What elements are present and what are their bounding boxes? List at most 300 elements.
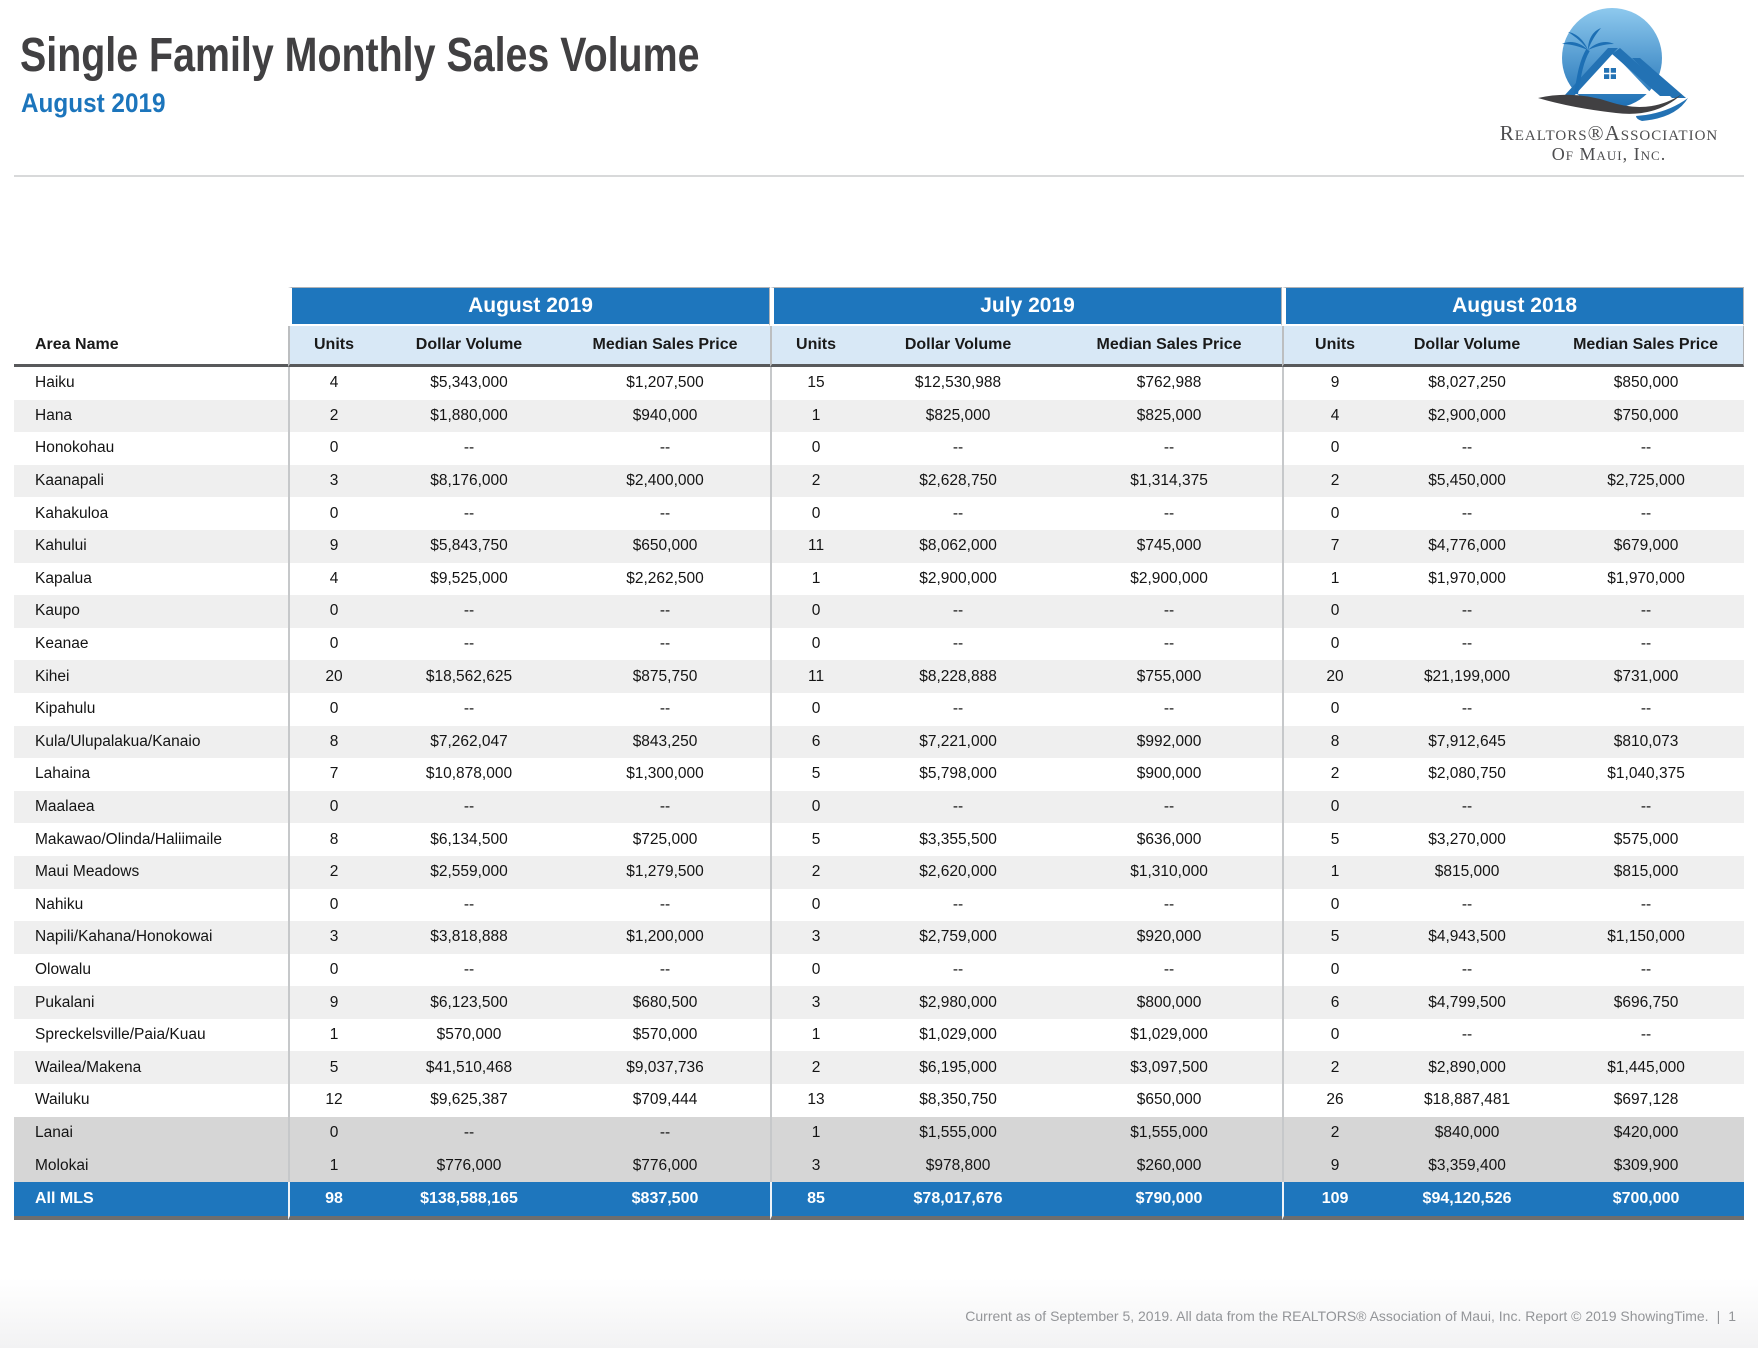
units-cell: 2 <box>1282 1051 1386 1084</box>
median-price-cell: $9,037,736 <box>560 1051 770 1084</box>
median-price-cell: -- <box>1163 504 1175 522</box>
table-row <box>14 823 1744 856</box>
units-cell: 3 <box>288 465 378 498</box>
dollar-volume-cell: $1,970,000 <box>1428 569 1506 587</box>
units-cell: 4 <box>288 563 378 596</box>
median-price-cell: $1,310,000 <box>1056 856 1282 889</box>
median-price-cell: $1,555,000 <box>1056 1117 1282 1150</box>
dollar-volume-cell: -- <box>463 700 475 718</box>
dollar-volume-cell: -- <box>952 895 964 913</box>
page-number: 1 <box>1728 1308 1736 1324</box>
median-price-cell: $2,262,500 <box>626 569 704 587</box>
median-price-cell: $1,300,000 <box>626 765 704 783</box>
footer <box>965 1308 1736 1324</box>
table-row <box>14 563 1744 596</box>
median-price-cell: -- <box>659 504 671 522</box>
dollar-volume-cell: -- <box>1386 595 1548 628</box>
median-price-cell: $800,000 <box>1056 986 1282 1019</box>
units-cell: 8 <box>288 726 378 759</box>
median-price-cell: $2,400,000 <box>560 465 770 498</box>
table-row <box>14 856 1744 889</box>
dollar-volume-cell: $7,262,047 <box>378 726 560 759</box>
dollar-volume-cell: $5,450,000 <box>1386 465 1548 498</box>
table-row <box>14 660 1744 693</box>
dollar-volume-cell: $7,912,645 <box>1386 726 1548 759</box>
units-cell: 2 <box>1282 465 1386 498</box>
median-price-cell: $992,000 <box>1056 726 1282 759</box>
dollar-volume-cell: $8,027,250 <box>1428 374 1506 392</box>
median-price-cell: $810,073 <box>1548 726 1744 759</box>
area-name-cell: Lanai <box>14 1117 288 1150</box>
units-cell: 5 <box>1282 823 1386 856</box>
dollar-volume-cell: $9,525,000 <box>430 569 508 587</box>
median-price-cell: $1,200,000 <box>560 921 770 954</box>
median-price-cell: $750,000 <box>1548 400 1744 433</box>
footer-separator: | <box>1716 1308 1721 1324</box>
units-cell: 0 <box>288 791 378 824</box>
median-price-cell: -- <box>1640 960 1652 978</box>
area-name-cell: Hana <box>14 400 288 433</box>
units-cell: 2 <box>770 465 860 498</box>
units-cell: 1 <box>770 1019 860 1052</box>
dollar-volume-cell: -- <box>952 700 964 718</box>
dollar-volume-cell: -- <box>1461 1026 1473 1044</box>
area-name-cell: Kipahulu <box>35 700 96 718</box>
table-row <box>14 367 1744 400</box>
median-price-cell: $900,000 <box>1136 765 1202 783</box>
median-price-cell: -- <box>1640 504 1652 522</box>
units-cell: 13 <box>770 1084 860 1117</box>
units-cell: 0 <box>770 497 860 530</box>
realtors-association-logo <box>1478 6 1740 164</box>
dollar-volume-cell: $5,843,750 <box>378 530 560 563</box>
sales-table <box>14 287 1744 1220</box>
dollar-volume-cell: -- <box>1386 791 1548 824</box>
median-price-cell: -- <box>1163 635 1175 653</box>
area-name-cell: Kaanapali <box>14 465 288 498</box>
median-price-cell: -- <box>659 895 671 913</box>
dollar-volume-cell: $21,199,000 <box>1386 660 1548 693</box>
median-price-cell: $850,000 <box>1613 374 1679 392</box>
median-price-cell: $762,988 <box>1136 374 1202 392</box>
units-cell: 98 <box>288 1182 378 1220</box>
units-cell: 11 <box>770 530 860 563</box>
units-cell: 6 <box>1282 986 1386 1019</box>
dollar-volume-cell: $9,625,387 <box>430 1091 508 1109</box>
dollar-volume-cell: $2,890,000 <box>1386 1051 1548 1084</box>
dollar-volume-cell: $570,000 <box>436 1026 502 1044</box>
median-price-cell: $815,000 <box>1548 856 1744 889</box>
dollar-volume-cell: $1,555,000 <box>860 1117 1056 1150</box>
dollar-volume-cell: $7,221,000 <box>860 726 1056 759</box>
units-cell: 0 <box>770 954 860 987</box>
units-cell: 6 <box>770 726 860 759</box>
units-cell: 9 <box>288 986 378 1019</box>
dollar-volume-cell: -- <box>952 635 964 653</box>
table-row <box>14 400 1744 433</box>
area-name-cell: Keanae <box>35 635 89 653</box>
units-cell: 4 <box>288 367 378 400</box>
units-cell: 1 <box>288 1149 378 1182</box>
units-cell: 0 <box>770 595 860 628</box>
units-cell: 7 <box>1282 530 1386 563</box>
median-price-cell: $1,150,000 <box>1548 921 1744 954</box>
dollar-volume-cell: $6,134,500 <box>430 830 508 848</box>
dollar-volume-cell: $138,588,165 <box>378 1182 560 1220</box>
median-price-cell: -- <box>659 960 671 978</box>
dollar-volume-cell: $3,355,500 <box>919 830 997 848</box>
median-price-cell: -- <box>1163 895 1175 913</box>
units-cell: 15 <box>770 367 860 400</box>
median-sales-price-header: Median Sales Price <box>1056 326 1282 367</box>
median-price-cell: -- <box>1163 700 1175 718</box>
dollar-volume-cell: $5,343,000 <box>430 374 508 392</box>
area-name-cell: Nahiku <box>35 895 84 913</box>
units-cell: 26 <box>1282 1084 1386 1117</box>
units-cell: 2 <box>288 856 378 889</box>
area-name-cell: Kahakuloa <box>35 504 109 522</box>
area-name-cell: Kaupo <box>14 595 288 628</box>
table-row <box>14 954 1744 987</box>
dollar-volume-cell: $8,350,750 <box>919 1091 997 1109</box>
dollar-volume-cell: $2,559,000 <box>378 856 560 889</box>
table-row <box>14 889 1744 922</box>
dollar-volume-cell: $2,900,000 <box>1386 400 1548 433</box>
median-price-cell: $745,000 <box>1056 530 1282 563</box>
table-row <box>14 497 1744 530</box>
dollar-volume-cell: -- <box>1461 439 1473 457</box>
area-name-cell: Makawao/Olinda/Haliimaile <box>35 830 222 848</box>
units-cell: 0 <box>1282 595 1386 628</box>
area-name-cell: Spreckelsville/Paia/Kuau <box>35 1026 206 1044</box>
units-cell: 3 <box>770 986 860 1019</box>
table-row <box>14 1117 1744 1150</box>
units-cell: 4 <box>1282 400 1386 433</box>
area-name-cell: Wailuku <box>35 1091 90 1109</box>
area-name-cell: Pukalani <box>14 986 288 1019</box>
units-cell: 0 <box>1282 954 1386 987</box>
area-name-cell: Haiku <box>35 374 75 392</box>
page-subtitle: August 2019 <box>21 88 166 118</box>
units-cell: 0 <box>770 889 860 922</box>
dollar-volume-cell: $18,887,481 <box>1423 1091 1511 1109</box>
units-cell: 0 <box>288 628 378 661</box>
table-row <box>14 465 1744 498</box>
dollar-volume-cell: -- <box>1461 504 1473 522</box>
units-header: Units <box>288 326 378 367</box>
dollar-volume-cell: $41,510,468 <box>378 1051 560 1084</box>
median-price-cell: $1,314,375 <box>1056 465 1282 498</box>
median-price-cell: $755,000 <box>1056 660 1282 693</box>
units-cell: 20 <box>1282 660 1386 693</box>
units-header: Units <box>770 326 860 367</box>
dollar-volume-cell: $6,195,000 <box>860 1051 1056 1084</box>
median-price-cell: $1,040,375 <box>1607 765 1685 783</box>
footer-text: Current as of September 5, 2019. All data from the REALTORS® Association of Maui, Inc. Report © 2019 ShowingTime. <box>965 1308 1709 1324</box>
median-price-cell: $650,000 <box>560 530 770 563</box>
logo-org-name: Realtors®Association <box>1499 121 1719 145</box>
units-cell: 1 <box>770 563 860 596</box>
dollar-volume-cell: $840,000 <box>1386 1117 1548 1150</box>
median-price-cell: $725,000 <box>632 830 698 848</box>
median-price-cell: $650,000 <box>1136 1091 1202 1109</box>
median-sales-price-header: Median Sales Price <box>1548 326 1744 367</box>
dollar-volume-header: Dollar Volume <box>378 326 560 367</box>
dollar-volume-cell: $12,530,988 <box>914 374 1002 392</box>
dollar-volume-cell: $1,880,000 <box>378 400 560 433</box>
median-price-cell: -- <box>1640 700 1652 718</box>
dollar-volume-cell: -- <box>378 791 560 824</box>
area-name-cell: Napili/Kahana/Honokowai <box>14 921 288 954</box>
median-price-cell: -- <box>1548 791 1744 824</box>
median-price-cell: $3,097,500 <box>1056 1051 1282 1084</box>
units-cell: 0 <box>1282 889 1386 922</box>
units-cell: 0 <box>288 889 378 922</box>
dollar-volume-cell: -- <box>860 791 1056 824</box>
units-cell: 85 <box>770 1182 860 1220</box>
table-row <box>14 628 1744 661</box>
median-price-cell: $309,900 <box>1548 1149 1744 1182</box>
median-price-cell: $1,445,000 <box>1548 1051 1744 1084</box>
units-cell: 0 <box>288 595 378 628</box>
units-cell: 3 <box>770 1149 860 1182</box>
table-row <box>14 693 1744 726</box>
median-price-cell: $2,900,000 <box>1130 569 1208 587</box>
dollar-volume-cell: -- <box>463 635 475 653</box>
table-row <box>14 726 1744 759</box>
median-price-cell: $679,000 <box>1548 530 1744 563</box>
area-name-cell: Honokohau <box>35 439 115 457</box>
units-cell: 0 <box>288 954 378 987</box>
units-cell: 0 <box>1282 791 1386 824</box>
dollar-volume-cell: $1,029,000 <box>919 1026 997 1044</box>
units-cell: 0 <box>770 432 860 465</box>
units-cell: 5 <box>770 823 860 856</box>
units-cell: 0 <box>770 628 860 661</box>
median-price-cell: $2,725,000 <box>1548 465 1744 498</box>
median-price-cell: $790,000 <box>1056 1182 1282 1220</box>
median-price-cell: $875,750 <box>560 660 770 693</box>
median-price-cell: $420,000 <box>1548 1117 1744 1150</box>
dollar-volume-cell: $5,798,000 <box>919 765 997 783</box>
dollar-volume-cell: $8,176,000 <box>378 465 560 498</box>
dollar-volume-cell: -- <box>952 439 964 457</box>
units-cell: 0 <box>1282 497 1386 530</box>
median-price-cell: -- <box>659 700 671 718</box>
median-price-cell: $843,250 <box>560 726 770 759</box>
median-price-cell: -- <box>560 595 770 628</box>
area-name-header: Area Name <box>14 326 288 367</box>
units-cell: 11 <box>770 660 860 693</box>
dollar-volume-cell: $78,017,676 <box>860 1182 1056 1220</box>
dollar-volume-cell: $825,000 <box>860 400 1056 433</box>
units-cell: 2 <box>770 1051 860 1084</box>
table-body <box>14 367 1744 1182</box>
column-header-row <box>14 326 1744 367</box>
dollar-volume-cell: -- <box>378 1117 560 1150</box>
median-price-cell: $696,750 <box>1548 986 1744 1019</box>
units-cell: 5 <box>1282 921 1386 954</box>
total-label: All MLS <box>14 1182 288 1220</box>
dollar-volume-header: Dollar Volume <box>1386 326 1548 367</box>
area-name-cell: Wailea/Makena <box>14 1051 288 1084</box>
units-cell: 9 <box>288 530 378 563</box>
median-price-cell: $920,000 <box>1056 921 1282 954</box>
dollar-volume-cell: $3,270,000 <box>1428 830 1506 848</box>
table-row <box>14 758 1744 791</box>
area-name-cell: Lahaina <box>35 765 91 783</box>
dollar-volume-cell: -- <box>378 595 560 628</box>
dollar-volume-cell: -- <box>952 960 964 978</box>
median-price-cell: -- <box>1640 635 1652 653</box>
median-price-cell: -- <box>1056 791 1282 824</box>
median-price-cell: $570,000 <box>632 1026 698 1044</box>
units-cell: 0 <box>1282 432 1386 465</box>
median-price-cell: $731,000 <box>1548 660 1744 693</box>
dollar-volume-cell: $978,800 <box>860 1149 1056 1182</box>
median-sales-price-header: Median Sales Price <box>560 326 770 367</box>
table-row <box>14 986 1744 1019</box>
median-price-cell: $697,128 <box>1613 1091 1679 1109</box>
total-row <box>14 1182 1744 1220</box>
page-title: Single Family Monthly Sales Volume <box>20 29 700 82</box>
dollar-volume-cell: $815,000 <box>1386 856 1548 889</box>
median-price-cell: -- <box>1640 1026 1652 1044</box>
units-cell: 1 <box>1282 563 1386 596</box>
dollar-volume-cell: -- <box>1461 700 1473 718</box>
dollar-volume-cell: $3,359,400 <box>1386 1149 1548 1182</box>
dollar-volume-cell: $8,228,888 <box>860 660 1056 693</box>
dollar-volume-cell: $4,776,000 <box>1386 530 1548 563</box>
median-price-cell: -- <box>1640 895 1652 913</box>
dollar-volume-cell: -- <box>463 504 475 522</box>
units-cell: 0 <box>1282 693 1386 726</box>
units-cell: 8 <box>288 823 378 856</box>
median-price-cell: $837,500 <box>560 1182 770 1220</box>
units-cell: 9 <box>1282 367 1386 400</box>
median-price-cell: -- <box>659 439 671 457</box>
units-cell: 1 <box>770 1117 860 1150</box>
area-name-cell: Olowalu <box>35 960 91 978</box>
units-cell: 8 <box>1282 726 1386 759</box>
units-cell: 2 <box>770 856 860 889</box>
table-row <box>14 921 1744 954</box>
area-name-cell: Kula/Ulupalakua/Kanaio <box>14 726 288 759</box>
logo-org-name-line2: Of Maui, Inc. <box>1551 144 1667 164</box>
units-cell: 0 <box>770 693 860 726</box>
median-price-cell: $260,000 <box>1056 1149 1282 1182</box>
dollar-volume-cell: $10,878,000 <box>425 765 513 783</box>
units-header: Units <box>1282 326 1386 367</box>
dollar-volume-cell: $776,000 <box>378 1149 560 1182</box>
median-price-cell: $700,000 <box>1548 1182 1744 1220</box>
dollar-volume-header: Dollar Volume <box>860 326 1056 367</box>
dollar-volume-cell: $18,562,625 <box>378 660 560 693</box>
table-row <box>14 791 1744 824</box>
dollar-volume-cell: -- <box>1461 635 1473 653</box>
median-price-cell: -- <box>1640 439 1652 457</box>
units-cell: 2 <box>1282 1117 1386 1150</box>
units-cell: 20 <box>288 660 378 693</box>
dollar-volume-cell: $6,123,500 <box>378 986 560 1019</box>
group-header-aug2018: August 2018 <box>1282 287 1744 326</box>
table-row <box>14 432 1744 465</box>
area-name-cell: Kapalua <box>35 569 92 587</box>
median-price-cell: $1,207,500 <box>626 374 704 392</box>
median-price-cell: -- <box>1548 595 1744 628</box>
units-cell: 109 <box>1282 1182 1386 1220</box>
units-cell: 2 <box>1282 758 1386 791</box>
table-row <box>14 1084 1744 1117</box>
table-row <box>14 1149 1744 1182</box>
median-price-cell: -- <box>1163 960 1175 978</box>
units-cell: 3 <box>288 921 378 954</box>
dollar-volume-cell: $94,120,526 <box>1386 1182 1548 1220</box>
dollar-volume-cell: -- <box>463 895 475 913</box>
table-row <box>14 595 1744 628</box>
area-name-cell: Maui Meadows <box>14 856 288 889</box>
units-cell: 5 <box>770 758 860 791</box>
area-name-cell: Molokai <box>14 1149 288 1182</box>
logo-graphic-icon <box>1524 6 1694 122</box>
units-cell: 3 <box>770 921 860 954</box>
units-cell: 0 <box>288 497 378 530</box>
units-cell: 5 <box>288 1051 378 1084</box>
header-divider <box>14 175 1744 177</box>
median-price-cell: -- <box>659 635 671 653</box>
median-price-cell: -- <box>1163 439 1175 457</box>
median-price-cell: $636,000 <box>1136 830 1202 848</box>
dollar-volume-cell: $4,943,500 <box>1386 921 1548 954</box>
area-name-cell: Kahului <box>14 530 288 563</box>
units-cell: 0 <box>770 791 860 824</box>
median-price-cell: $709,444 <box>632 1091 698 1109</box>
median-price-cell: -- <box>1056 595 1282 628</box>
units-cell: 0 <box>288 693 378 726</box>
dollar-volume-cell: $2,080,750 <box>1428 765 1506 783</box>
median-price-cell: $1,279,500 <box>560 856 770 889</box>
dollar-volume-cell: -- <box>860 595 1056 628</box>
median-price-cell: $575,000 <box>1613 830 1679 848</box>
dollar-volume-cell: -- <box>463 960 475 978</box>
dollar-volume-cell: -- <box>1461 960 1473 978</box>
units-cell: 1 <box>770 400 860 433</box>
dollar-volume-cell: $2,980,000 <box>860 986 1056 1019</box>
units-cell: 12 <box>288 1084 378 1117</box>
dollar-volume-cell: -- <box>952 504 964 522</box>
dollar-volume-cell: $3,818,888 <box>378 921 560 954</box>
median-price-cell: $680,500 <box>560 986 770 1019</box>
table-row <box>14 530 1744 563</box>
units-cell: 1 <box>288 1019 378 1052</box>
median-price-cell: $776,000 <box>560 1149 770 1182</box>
table-row <box>14 1051 1744 1084</box>
units-cell: 7 <box>288 758 378 791</box>
group-header-jul2019: July 2019 <box>770 287 1282 326</box>
units-cell: 2 <box>288 400 378 433</box>
units-cell: 9 <box>1282 1149 1386 1182</box>
median-price-cell: -- <box>560 791 770 824</box>
area-name-cell: Maalaea <box>14 791 288 824</box>
median-price-cell: -- <box>560 1117 770 1150</box>
median-price-cell: $825,000 <box>1056 400 1282 433</box>
dollar-volume-cell: $2,759,000 <box>860 921 1056 954</box>
dollar-volume-cell: $2,900,000 <box>919 569 997 587</box>
dollar-volume-cell: $8,062,000 <box>860 530 1056 563</box>
group-header-aug2019: August 2019 <box>288 287 770 326</box>
median-price-cell: $940,000 <box>560 400 770 433</box>
month-group-header-row <box>14 287 1744 326</box>
